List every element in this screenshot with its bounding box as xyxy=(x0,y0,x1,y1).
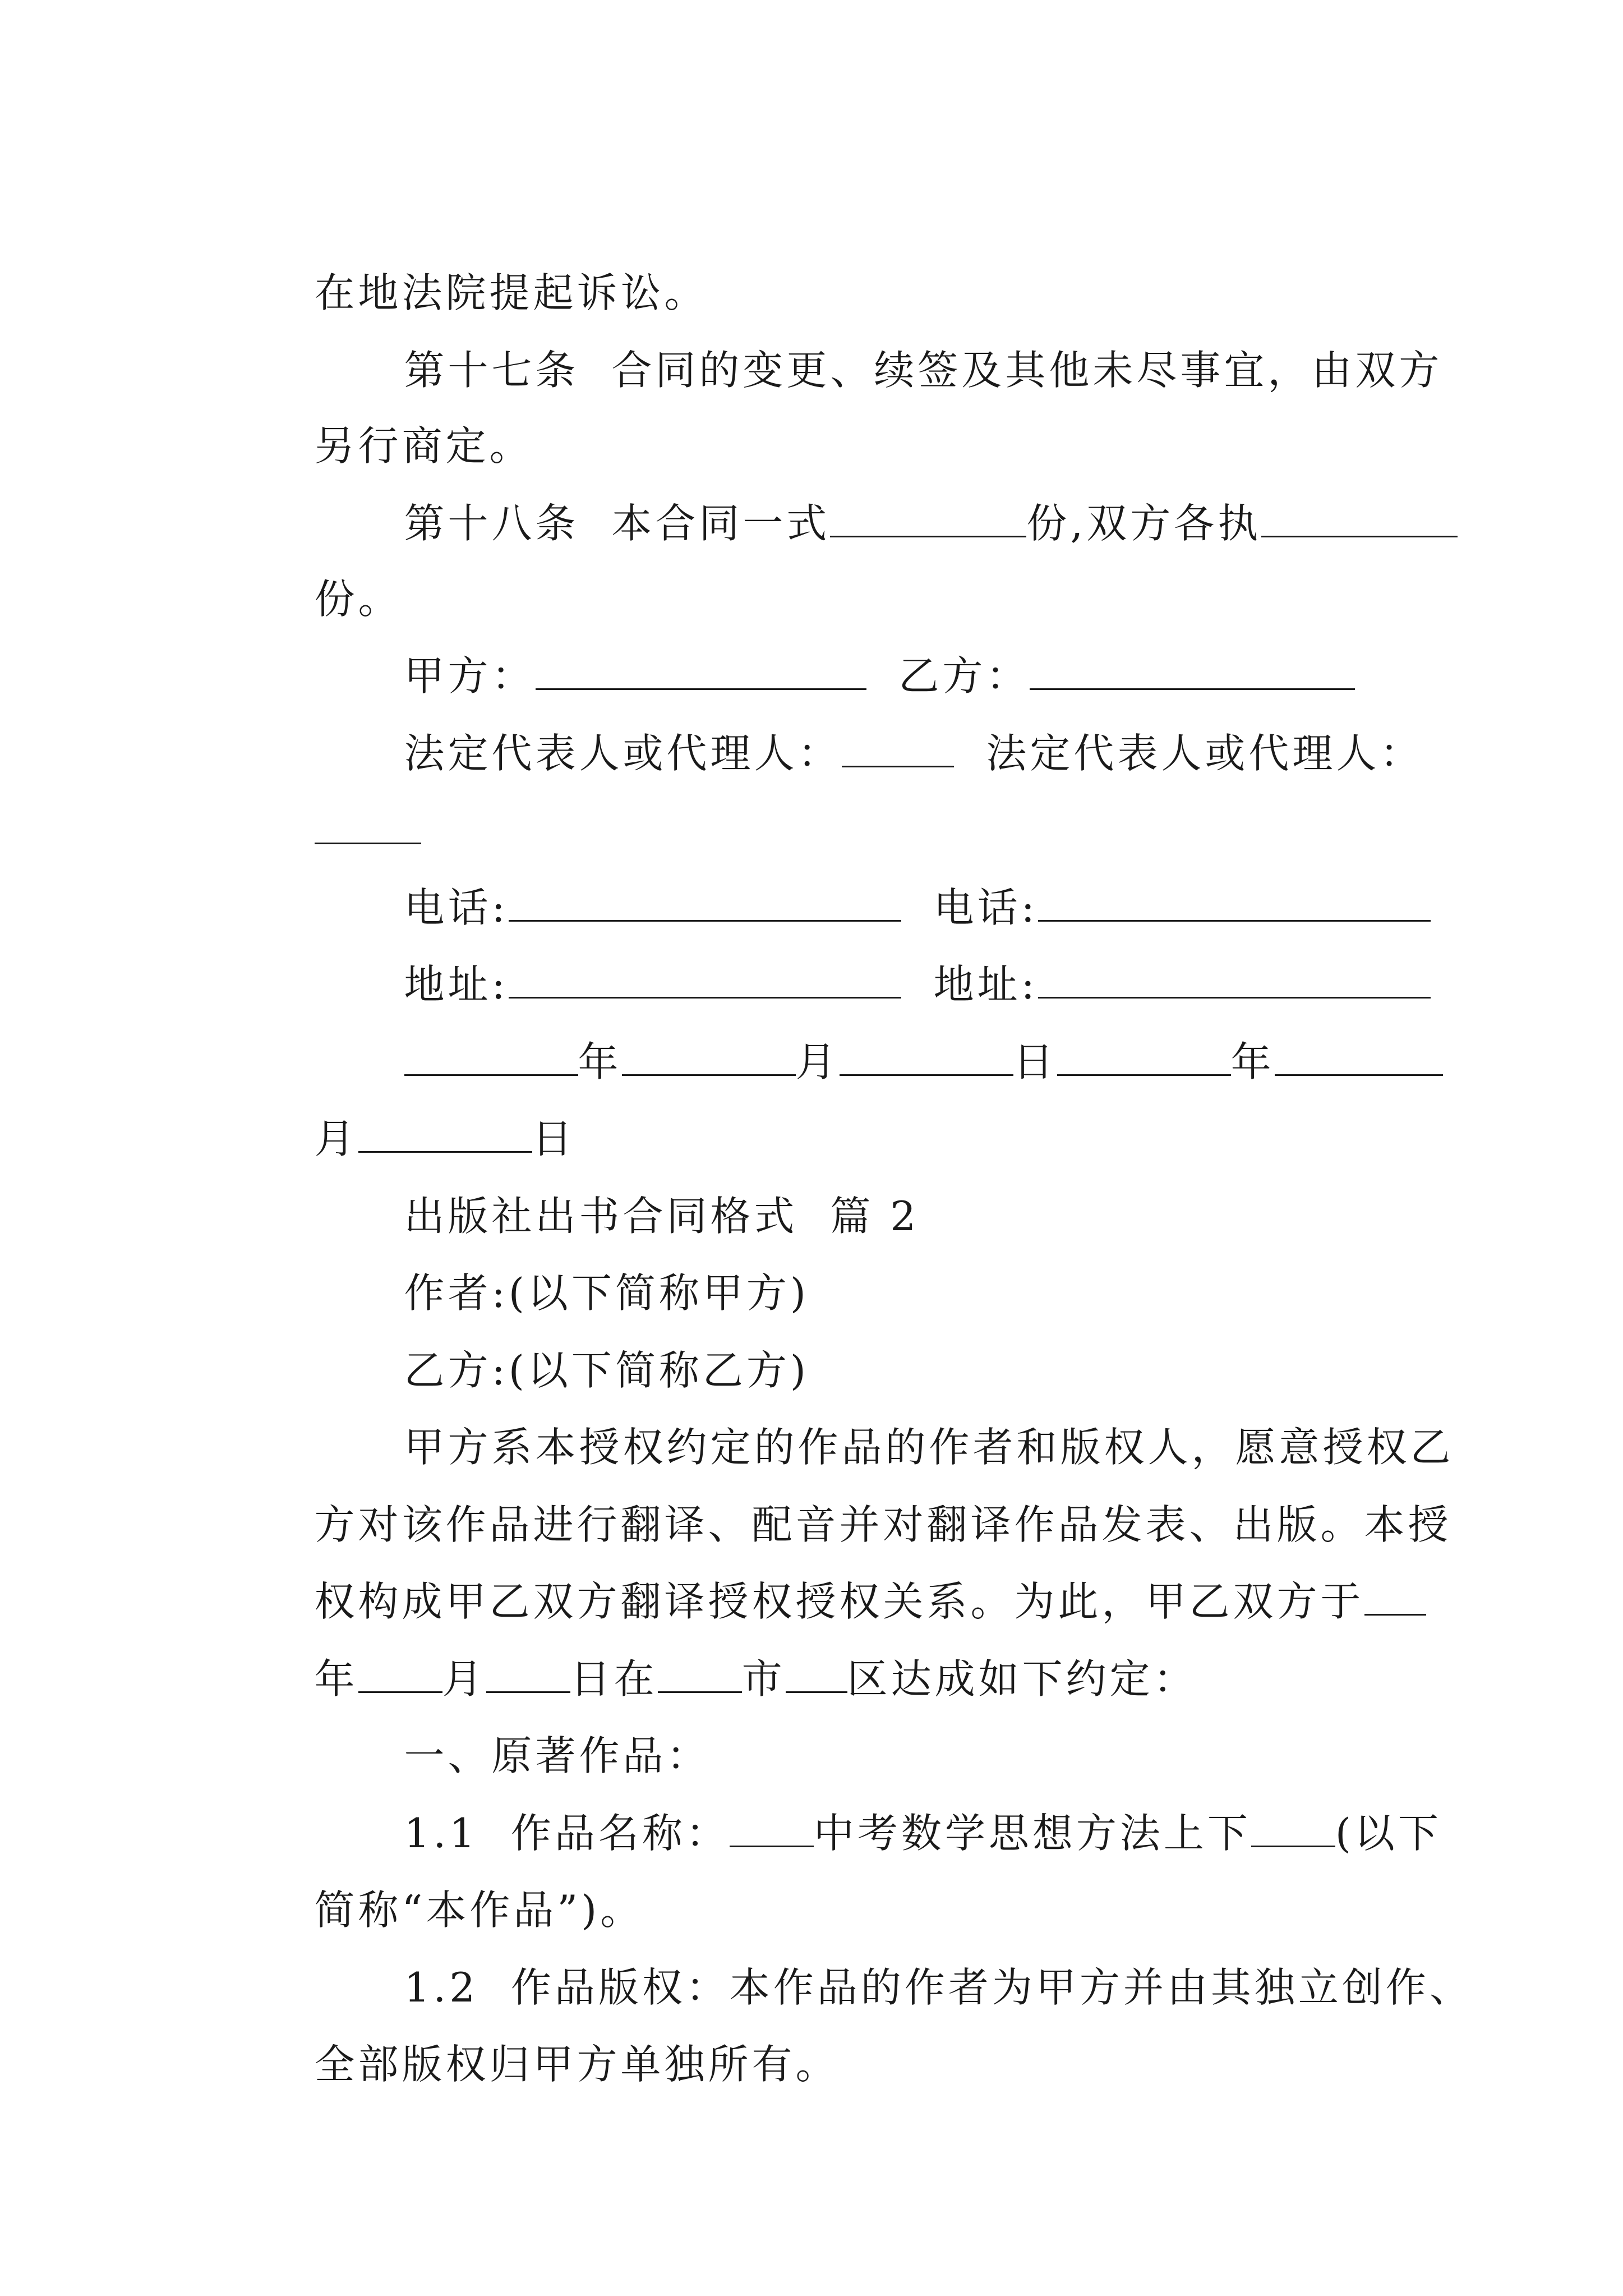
article-17-cont-text: 另行商定。 xyxy=(314,422,533,470)
item-1-2-continued xyxy=(250,1980,1377,2088)
address-line xyxy=(339,900,1377,1008)
city-label: 市 xyxy=(741,1655,786,1703)
text-line xyxy=(250,209,1377,316)
item-1-2 xyxy=(339,1903,1473,2011)
paragraph-line xyxy=(250,1441,1452,1548)
article-17 xyxy=(339,286,1443,394)
item-1-1-label: 1.1 作品名称： xyxy=(404,1810,730,1857)
rep-a-label: 法定代表人或代理人： xyxy=(404,730,842,777)
party-a-label: 甲方： xyxy=(404,652,536,700)
heading-original-work: 一、原著作品： xyxy=(404,1732,711,1779)
address-a-label: 地址: xyxy=(404,961,509,1008)
article-18 xyxy=(339,439,1377,547)
day-at-label: 日在 xyxy=(570,1655,658,1703)
party-b-line xyxy=(339,1286,1377,1394)
article-18-cont-text: 份。 xyxy=(314,576,402,623)
item-1-1-suffix: (以下 xyxy=(1335,1810,1442,1857)
year-b-label: 年 xyxy=(1230,1038,1275,1085)
item-1-1-cont-text: 简称“本作品”)。 xyxy=(314,1887,644,1934)
item-1-1-continued xyxy=(250,1826,1377,1934)
article-18-continued xyxy=(250,515,1377,623)
item-1-1 xyxy=(339,1749,1442,1857)
author-text: 作者:(以下简称甲方) xyxy=(404,1269,809,1317)
agreement-text: 区达成如下约定： xyxy=(847,1655,1197,1703)
author-line xyxy=(339,1209,1377,1317)
day-b-label: 日 xyxy=(532,1115,576,1162)
year-a-label: 年 xyxy=(578,1038,622,1085)
party-b-label: 乙方： xyxy=(898,652,1030,700)
para1-line1: 甲方系本授权约定的作品的作者和版权人，愿意授权乙 xyxy=(404,1424,1454,1471)
rep-b-blank-line xyxy=(250,746,1377,802)
paragraph-line xyxy=(250,1595,1377,1703)
paragraph-line xyxy=(250,1517,1377,1625)
year-label: 年 xyxy=(314,1655,358,1703)
article-17-continued xyxy=(250,362,1377,470)
phone-b-label: 电话: xyxy=(933,884,1038,931)
month-label: 月 xyxy=(442,1655,486,1703)
article-18-text-b: 份,双方各执 xyxy=(1026,500,1262,547)
rep-b-label: 法定代表人或代理人： xyxy=(986,730,1424,777)
paragraph-line xyxy=(339,1363,1454,1471)
item-1-2-cont-text: 全部版权归甲方单独所有。 xyxy=(314,2041,840,2088)
address-b-label: 地址: xyxy=(933,961,1038,1008)
section-title xyxy=(339,1132,1377,1240)
phone-line xyxy=(339,823,1377,931)
section-2-title: 出版社出书合同格式 篇 2 xyxy=(404,1193,920,1240)
heading xyxy=(339,1672,1377,1779)
representatives-line xyxy=(339,669,1424,777)
day-a-label: 日 xyxy=(1013,1038,1057,1085)
article-18-text-a: 第十八条 本合同一式 xyxy=(404,500,831,547)
month-b-label: 月 xyxy=(314,1115,358,1162)
party-b-text: 乙方:(以下简称乙方) xyxy=(404,1347,809,1394)
date-line xyxy=(339,978,1377,1085)
phone-a-label: 电话: xyxy=(404,884,509,931)
work-name-text: 中考数学思想方法上下 xyxy=(813,1810,1251,1857)
article-17-text: 第十七条 合同的变更、续签及其他未尽事宜，由双方 xyxy=(404,347,1443,394)
para1-line2: 方对该作品进行翻译、配音并对翻译作品发表、出版。本授 xyxy=(314,1501,1452,1548)
lawsuit-text: 在地法院提起诉讼。 xyxy=(314,269,708,316)
para1-line3: 权构成甲乙双方翻译授权授权关系。为此，甲乙双方于 xyxy=(314,1578,1364,1625)
date-line-continued xyxy=(250,1055,1377,1162)
month-a-label: 月 xyxy=(795,1038,840,1085)
parties-line xyxy=(339,592,1377,700)
item-1-2-text: 1.2 作品版权：本作品的作者为甲方并由其独立创作、 xyxy=(404,1964,1473,2011)
